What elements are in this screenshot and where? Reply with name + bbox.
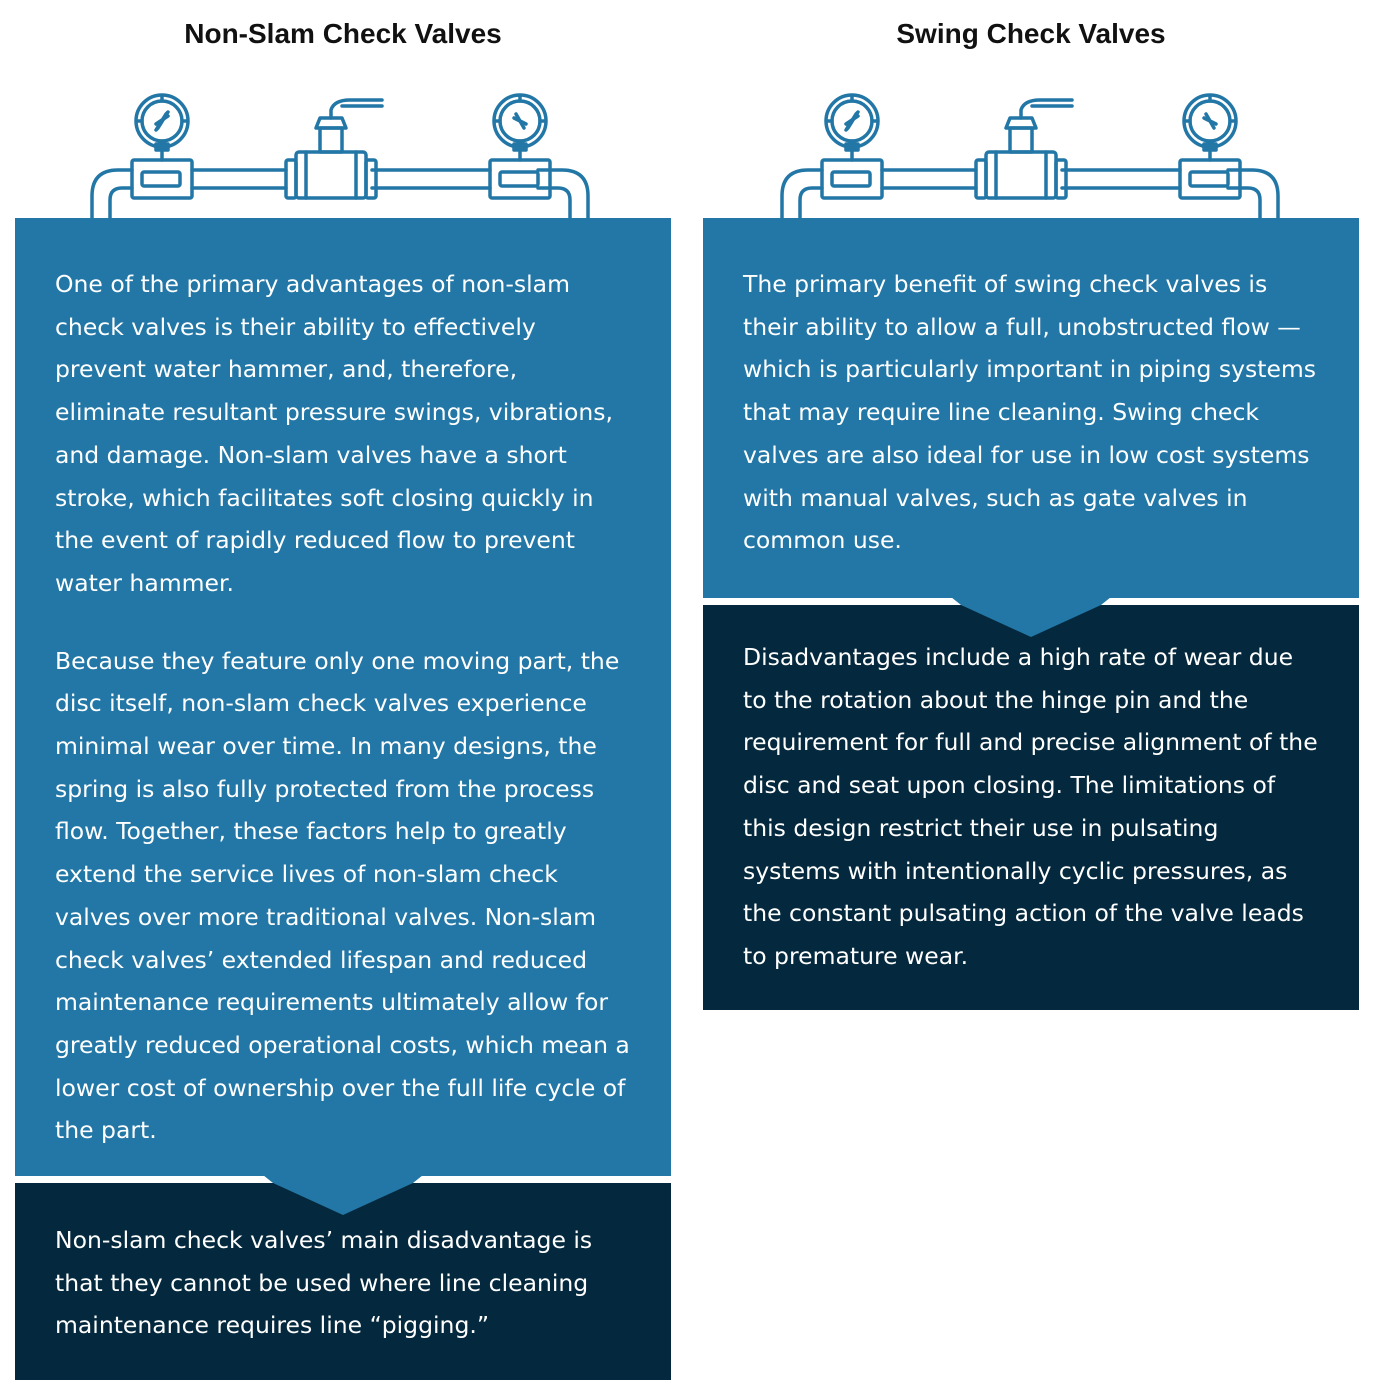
- swing-advantage-paragraph: The primary benefit of swing check valves is their ability to allow a full, unobstructed flow — which is particularly important in piping systems that may require line cleaning. Swing check valves are also ideal for use in low cost systems with manual valves, such as gate valves in common use.: [743, 270, 1317, 555]
- non-slam-advantage-paragraph: One of the primary advantages of non-slam check valves is their ability to effectively prevent water hammer, and, therefore, eliminate resultant pressure swings, vibrations, and damage. Non-slam valves have a short stroke, which facilitates soft closing quickly in the event of rapidly reduced flow to prevent water hammer.: [55, 270, 613, 597]
- swing-advantages-panel: [703, 218, 1359, 598]
- down-pointer-arrow: [951, 597, 1111, 637]
- non-slam-advantage-paragraph: Because they feature only one moving part, the disc itself, non-slam check valves experience minimal wear over time. In many designs, the spring is also fully protected from the process flow. Together, these factors help to greatly extend the service lives of non-slam check valves over more traditional valves. Non-slam check valves’ extended lifespan and reduced maintenance requirements ultimately allow for greatly reduced operational costs, which mean a lower cost of ownership over the full life cycle of the part.: [55, 646, 630, 1145]
- non-slam-advantages-panel: [15, 218, 671, 1176]
- pipeline-valve-icon: [84, 88, 604, 220]
- down-pointer-arrow: [263, 1175, 423, 1215]
- swing-disadvantages-panel: [703, 605, 1359, 1010]
- swing-disadvantage-paragraph: Disadvantages include a high rate of wear due to the rotation about the hinge pin and the requirement for full and precise alignment of the disc and seat upon closing. The limitations of this design restrict their use in pulsating systems with intentionally cyclic pressures, as the constant pulsating action of the valve leads to premature wear.: [743, 643, 1318, 970]
- column-title-swing: Swing Check Valves: [896, 18, 1166, 49]
- non-slam-disadvantage-paragraph: Non-slam check valves’ main disadvantage is that they cannot be used where line cleaning maintenance requires line “pigging.”: [55, 1226, 593, 1340]
- column-title-non-slam: Non-Slam Check Valves: [184, 18, 502, 49]
- pipeline-valve-icon: [774, 88, 1294, 220]
